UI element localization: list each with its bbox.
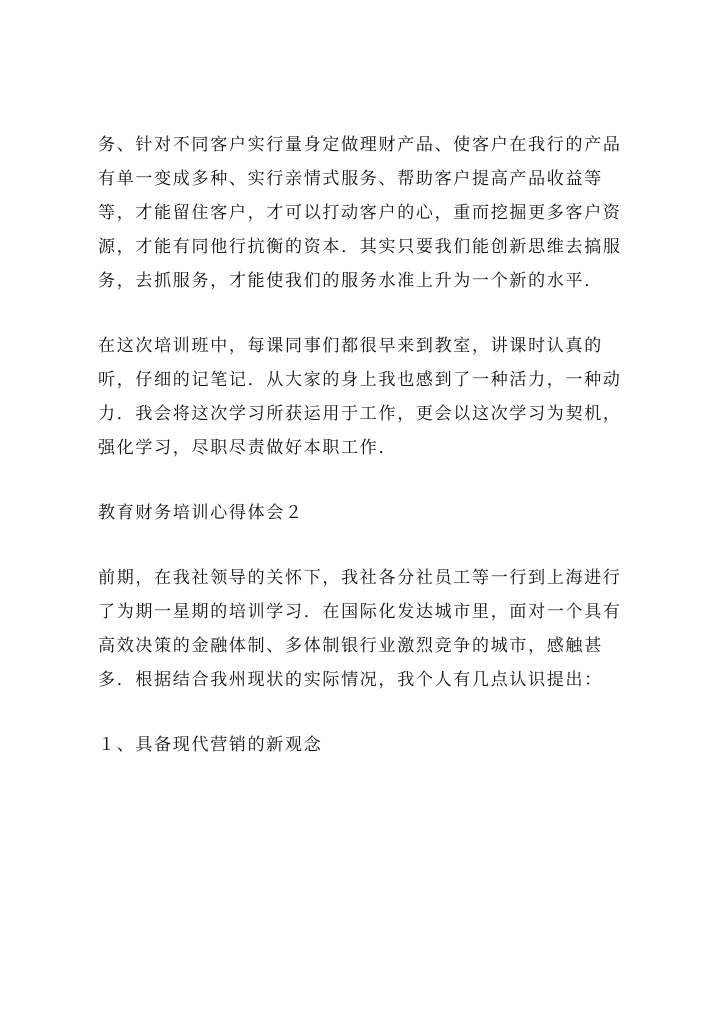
paragraph-service	[98, 128, 638, 298]
text-line: 源，才能有同他行抗衡的资本．其实只要我们能创新思维去搞服	[98, 237, 622, 257]
text-line: 多．根据结合我州现状的实际情况，我个人有几点认识提出：	[98, 670, 603, 690]
text-line: 等，才能留住客户，才可以打动客户的心，重而挖掘更多客户资	[98, 203, 622, 223]
text-line: 高效决策的金融体制、多体制银行业激烈竞争的城市，感触甚	[98, 636, 603, 656]
text-line: 了为期一星期的培训学习．在国际化发达城市里，面对一个具有	[98, 602, 622, 622]
section-title: 教育财务培训心得体会２	[98, 503, 304, 523]
paragraph-gap	[98, 697, 638, 728]
text-line: 听，仔细的记笔记．从大家的身上我也感到了一种活力，一种动	[98, 370, 622, 390]
paragraph-gap	[98, 465, 638, 496]
text-line: 务，去抓服务，才能使我们的服务水准上升为一个新的水平．	[98, 271, 603, 291]
text-line: 力．我会将这次学习所获运用于工作，更会以这次学习为契机，	[98, 404, 622, 424]
text-line: 有单一变成多种、实行亲情式服务、帮助客户提高产品收益等	[98, 169, 603, 189]
subheading: １、具备现代营销的新观念	[98, 735, 323, 755]
document-body	[98, 128, 638, 762]
text-line: 在这次培训班中，每课同事们都很早来到教室，讲课时认真的	[98, 336, 603, 356]
paragraph-gap	[98, 530, 638, 561]
paragraph-shanghai	[98, 561, 638, 697]
text-line: 强化学习，尽职尽责做好本职工作．	[98, 438, 398, 458]
text-line: 务、针对不同客户实行量身定做理财产品、使客户在我行的产品	[98, 135, 622, 155]
text-line: 前期，在我社领导的关怀下，我社各分社员工等一行到上海进行	[98, 568, 622, 588]
paragraph-training	[98, 329, 638, 465]
paragraph-gap	[98, 298, 638, 329]
